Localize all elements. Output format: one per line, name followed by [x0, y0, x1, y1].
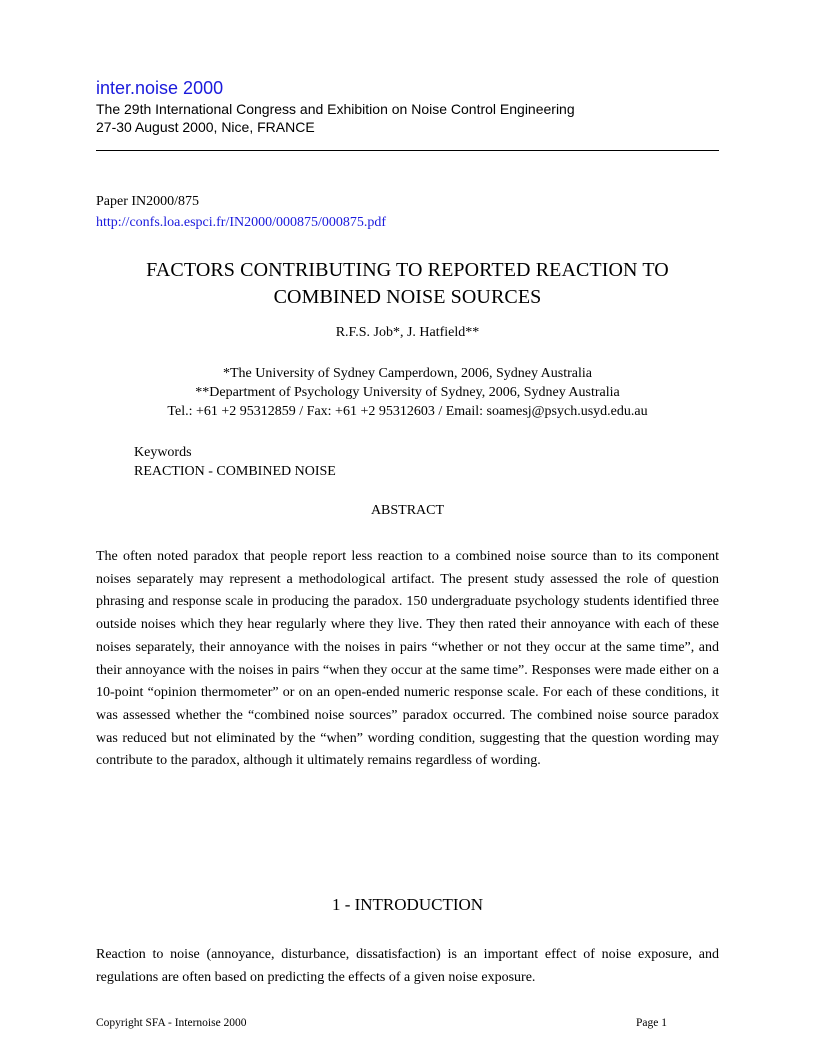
footer-page-number: Page 1	[636, 1017, 667, 1029]
abstract-body: The often noted paradox that people report less reaction to a combined noise source than to its component noises separately may represent a methodological artifact. The present study assessed the role of question phrasing and response scale in producing the paradox. 150 undergraduate psychology students identified three outside noises which they hear regularly where they live. They then rated their annoyance with each of these noises separately, their annoyance with the noises in pairs “whether or not they occur at the same time”, and their annoyance with the noises in pairs “when they occur at the same time”. Responses were made either on a 10-point “opinion thermometer” or on an open-ended numeric response scale. For each of these conditions, it was assessed whether the “combined noise sources” paradox occurred. The combined noise source paradox was reduced but not eliminated by the “when” wording condition, suggesting that the question wording may contribute to the paradox, although it ultimately remains regardless of wording.	[96, 549, 719, 769]
abstract-heading: ABSTRACT	[370, 503, 445, 518]
paper-url-link[interactable]: http://confs.loa.espci.fr/IN2000/000875/000875.pdf	[96, 215, 387, 230]
introduction-body: Reaction to noise (annoyance, disturbance, dissatisfaction) is an important effect of noise exposure, and regulations are often based on predicting the effects of a given noise exposure.	[96, 947, 719, 985]
footer-copyright: Copyright SFA - Internoise 2000	[96, 1017, 247, 1029]
paper-id: Paper IN2000/875	[96, 194, 200, 209]
date-place: 27-30 August 2000, Nice, FRANCE	[96, 119, 315, 135]
affiliation-1: *The University of Sydney Camperdown, 2006, Sydney Australia	[222, 366, 592, 381]
affiliation-2: **Department of Psychology University of Sydney, 2006, Sydney Australia	[195, 385, 620, 400]
section-heading-introduction: 1 - INTRODUCTION	[331, 895, 484, 914]
contact-line: Tel.: +61 +2 95312859 / Fax: +61 +2 95312603 / Email: soamesj@psych.usyd.edu.au	[167, 404, 648, 419]
paper-title	[96, 257, 719, 311]
keywords-heading: Keywords	[134, 445, 192, 460]
header-divider	[96, 150, 719, 151]
conference-name: inter.noise 2000	[96, 78, 224, 98]
authors: R.F.S. Job*, J. Hatfield**	[335, 325, 480, 340]
keywords-value: REACTION - COMBINED NOISE	[134, 464, 336, 479]
congress-line: The 29th International Congress and Exhibition on Noise Control Engineering	[96, 101, 575, 117]
paper-title-line-1: FACTORS CONTRIBUTING TO REPORTED REACTION TO	[146, 259, 669, 281]
paper-title-line-2: COMBINED NOISE SOURCES	[273, 286, 542, 308]
affiliations	[96, 364, 719, 421]
